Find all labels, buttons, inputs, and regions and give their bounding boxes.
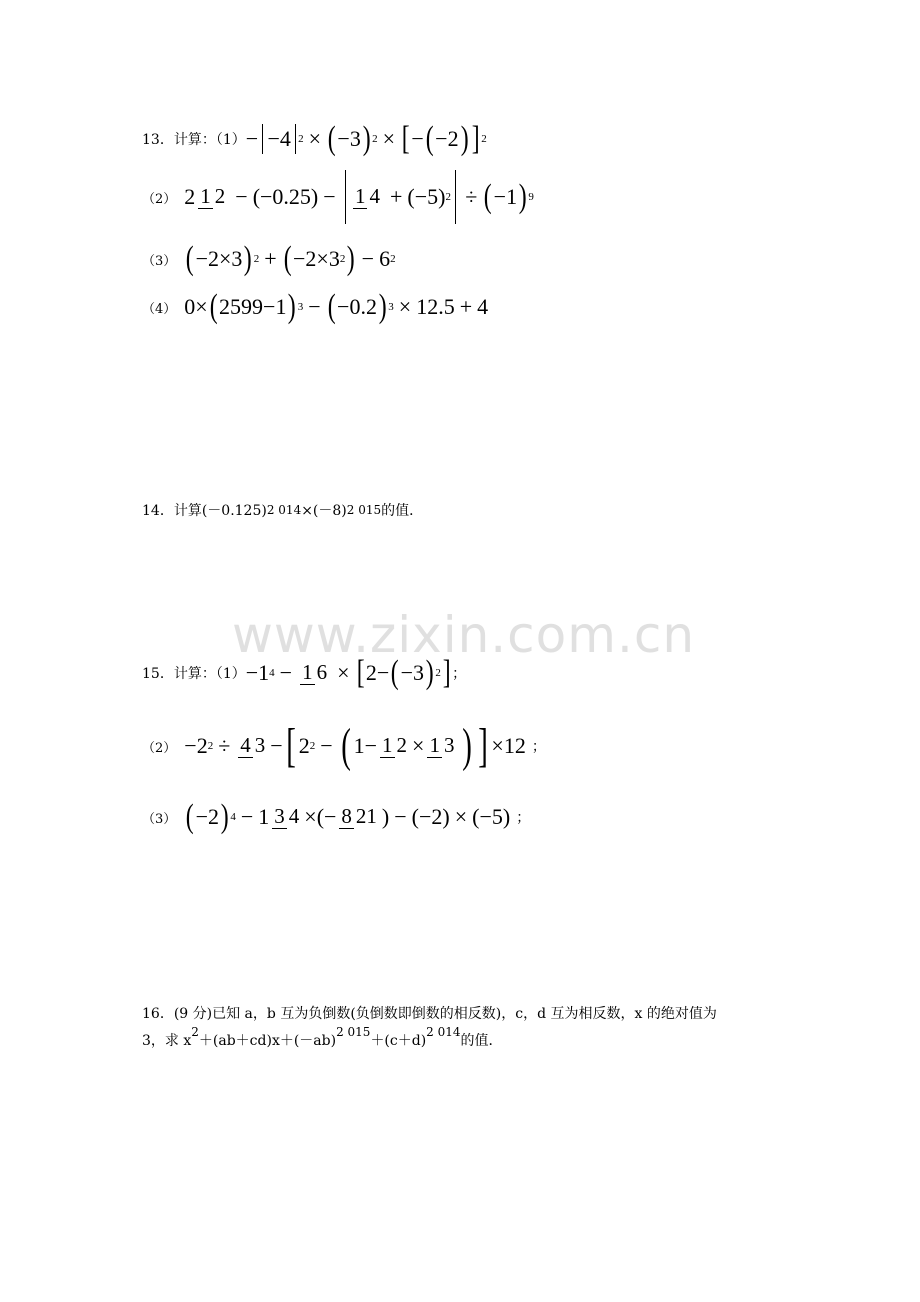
q13-p4-label: （4）: [142, 301, 177, 317]
q14-number: 14．: [142, 503, 174, 519]
q16-line1-text: (9 分)已知 a，b 互为负倒数(负倒数即倒数的相反数)，c，d 互为相反数，x 的绝对值为: [173, 1006, 717, 1022]
q13-p3-label: （3）: [142, 253, 177, 269]
q14-text-c: 的值．: [381, 503, 424, 519]
q13-part3: [142, 242, 396, 276]
q15-part2: [142, 719, 546, 772]
q16-line2-d: 的值．: [460, 1033, 503, 1049]
q13-expr1: − −4 2 × ( −3 ) 2 × [ − ( −2 ) ] 2: [245, 120, 487, 157]
q13-p2-label: （2）: [142, 191, 177, 207]
q16-line1: [142, 1001, 792, 1028]
q14-text-a: 计算(－0.125): [173, 503, 267, 519]
q15-part1: [142, 656, 466, 690]
q15-end1: ；: [452, 666, 467, 682]
q14: 14． 计算(－0.125) 2 014 ×(－8) 2 015 的值．: [142, 500, 423, 520]
q14-text-b: ×(－8): [301, 503, 347, 519]
q15-label: 15．计算：（1）: [142, 666, 246, 682]
q15-end2: ；: [531, 739, 546, 755]
q15-expr2: −2 2 ÷ 4 3 − [ 2 2 − ( 1− 1 2 × 1 3 ) ] ×12: [184, 719, 526, 772]
q15-p2-label: （2）: [142, 740, 177, 756]
q15-expr3: ( −2 ) 4 − 1 3 4 ×(− 8 21 ) − (−2) × (−5): [185, 798, 511, 835]
q13-expr4: 0× ( 2599−1 ) 3 − ( −0.2 ) 3 × 12.5 + 4: [184, 288, 489, 325]
q13-expr3: ( −2×3 ) 2 + ( −2×3 2 ) − 6 2: [185, 240, 396, 277]
q16-line2: [142, 1025, 792, 1055]
q13-label: 13．计算：（1）: [142, 132, 246, 148]
q16-line2-c: ＋(c＋d): [370, 1033, 427, 1049]
q13-expr2: 2 1 2 − (−0.25) − 1 4 + (−5) 2 ÷ ( −1 ) 9: [184, 170, 534, 224]
watermark: www.zixin.com.cn: [232, 606, 696, 664]
q16-exp-cd: 2 014: [426, 1025, 461, 1039]
q16-exp-x: 2: [191, 1025, 199, 1039]
q16-line2-b: ＋(ab＋cd)x＋(－ab): [198, 1033, 337, 1049]
q13-part1: [142, 122, 487, 156]
q13-part2: [142, 170, 534, 224]
q15-part3: [142, 800, 530, 834]
q16-exp-ab: 2 015: [336, 1025, 371, 1039]
q15-end3: ；: [516, 810, 531, 826]
q16-line2-a: 3，求 x: [142, 1033, 192, 1049]
q16-number: 16．: [142, 1006, 174, 1022]
q13-part4: [142, 290, 488, 324]
q15-expr1: −1 4 − 1 6 × [ 2− ( −3 ) 2 ]: [245, 654, 451, 691]
q16: [142, 1001, 792, 1055]
q15-p3-label: （3）: [142, 811, 177, 827]
